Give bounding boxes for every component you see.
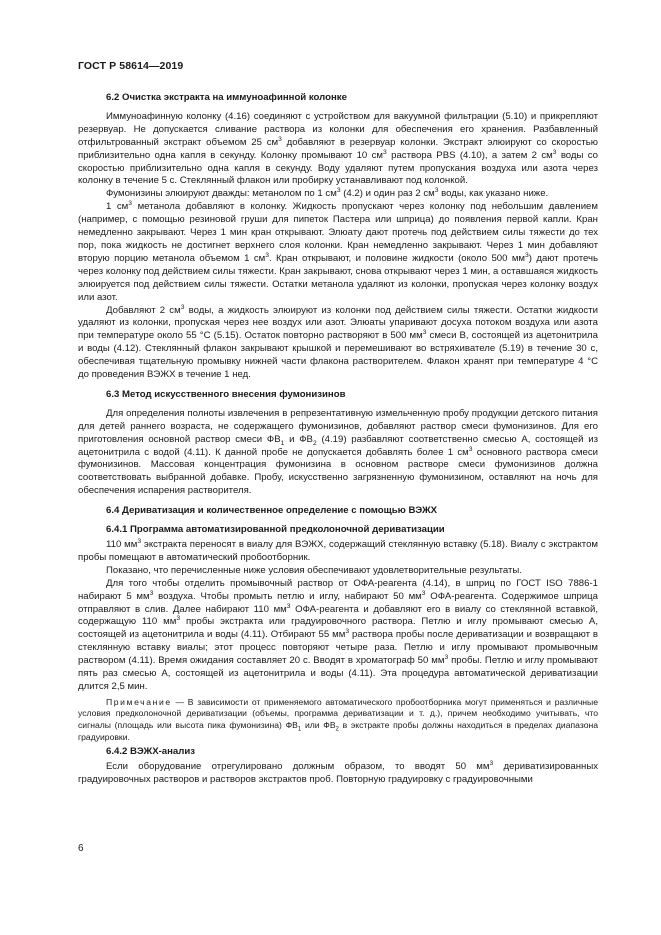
subscript: 1 xyxy=(297,726,302,733)
superscript: 3 xyxy=(180,303,185,311)
subsection-heading-6-4-2: 6.4.2 ВЭЖХ-анализ xyxy=(106,746,196,758)
superscript: 3 xyxy=(525,251,529,259)
superscript: 3 xyxy=(176,615,181,623)
note xyxy=(78,697,598,743)
superscript: 3 xyxy=(336,187,341,195)
section-heading-6-3: 6.3 Метод искусственного внесения фумонизинов xyxy=(106,388,346,400)
document-header: ГОСТ Р 58614—2019 xyxy=(78,60,184,72)
paragraph: Добавляют 2 $см^3$ воды, а жидкость элюируют из колонки под действием силы тяжести. Остатки жидкости удаляют из колонки, пропуская через нее воздух или азот. Элюаты упаривают досуха потоком воздуха или азота при температуре около 55 °С (5.15). Остаток повторно растворяют в 500 $мм^3$ смеси В, состоящей из ацетонитрила и воды (4.12). Стеклянный флакон закрывают крышкой и перемешивают во встряхивателе (5.19) в течение 30 с, обеспечивая тщательную промывку нижней части флакона растворителем. Флакон хранят при температуре 4 °С до проведения ВЭЖХ в течение 1 нед. xyxy=(78,303,598,381)
paragraph: Если оборудование отрегулировано должным образом, то вводят 50 $мм^3$ дериватизированных градуировочных растворов и растворов экстрактов проб. Повторную градуировку с градуировочными xyxy=(78,759,599,786)
superscript: 3 xyxy=(286,602,291,610)
superscript: 3 xyxy=(468,445,473,453)
superscript: 3 xyxy=(137,537,142,545)
superscript: 3 xyxy=(444,653,449,661)
subscript: 1 xyxy=(280,439,285,447)
superscript: 3 xyxy=(383,148,387,156)
section-heading-6-2: 6.2 Очистка экстракта на иммуноафинной колонке xyxy=(106,92,347,103)
superscript: 3 xyxy=(552,148,557,156)
paragraph: Для того чтобы отделить промывочный раствор от ОФА-реагента (4.14), в шприц по ГОСТ ISO 7886-1 набирают 5 $мм^3$ воздуха. Чтобы промыть петлю и иглу, набирают 50 $мм^3$ ОФА-реагента. Содержимое шприца отправляют в слив. Далее набирают 110 $мм^3$ ОФА-реагента и добавляют его в виалу со стеклянной вставкой, содержащую 110 $мм^3$ пробы экстракта или градуировочного раствора. Петлю и иглу промывают смесью А, состоящей из ацетонитрила и воды (4.11). Отбирают 55 $мм^3$ раствора пробы после дериватизации и возвращают в стеклянную вставку виалы; этот процесс повторяют четыре раза. Петлю и иглу промывают промывочным раствором (4.11). Время ожидания составляет 20 с. Вводят в хроматограф 50 $мм^3$ пробы. Петлю и иглу промывают пять раз смесью А, состоящей из ацетонитрила и воды (4.11). Эта процедура автоматической дериватизации длится 2,5 мин. xyxy=(78,577,599,692)
paragraph: 1 $см^3$ метанола добавляют в колонку. Жидкость пропускают через колонку под небольшим давлением (например, с помощью резиновой груши для пипеток Пастера или шприца) до появления первой капли. Кран немедленно закрывают. Через 1 мин кран открывают. Элюату дают протечь под действием силы тяжести до тех пор, пока жидкость не достигнет верхнего слоя колонки. Кран немедленно закрывают. Через 1 мин добавляют вторую порцию метанола объемом 1 $см^3$. Кран открывают, и половине жидкости (около 500 $мм^3$) дают протечь через колонку под действием силы тяжести. Кран закрывают, снова открывают через 1 мин, а оставшаяся жидкость элюируется под действием силы тяжести. Остатки метанола удаляют из колонки, пропуская через колонку воздух или азот. xyxy=(78,200,598,303)
subsection-heading-6-4-1: 6.4.1 Программа автоматизированной предколоночной дериватизации xyxy=(106,524,445,536)
subscript: 2 xyxy=(312,439,317,447)
superscript: 3 xyxy=(128,200,133,208)
paragraph: 110 $мм^3$ экстракта переносят в виалу для ВЭЖХ, содержащий стеклянную вставку (5.18). Виалу с экстрактом пробы помещают в автоматический пробоотборник. xyxy=(78,537,599,563)
document-body xyxy=(78,92,598,787)
paragraph: Фумонизины элюируют дважды: метанолом по 1 $см^3$ (4.2) и один раз 2 $см^3$ воды, как указано ниже. xyxy=(106,187,549,200)
superscript: 3 xyxy=(434,187,439,195)
paragraph: Иммуноафинную колонку (4.16) соединяют с устройством для вакуумной фильтрации (5.10) и прикрепляют резервуар. Не допускается сливание раствора из колонки для обеспечения его хранения. Разбавленный отфильтрованный экстракт объемом 25 $см^3$ добавляют в резервуар колонки. Экстракт элюируют со скоростью приблизительно одна капля в секунду. Колонку промывают 10 $см^3$ раствора PBS (4.10), а затем 2 $см^3$ воды со скоростью приблизительно одна капля в секунду. Воду удаляют путем пропускания воздуха или азота через колонку в течение 5 с. Стеклянный флакон или пробирку устанавливают под колонкой. xyxy=(78,110,599,187)
superscript: 3 xyxy=(421,589,426,597)
superscript: 3 xyxy=(489,759,494,767)
superscript: 3 xyxy=(345,628,350,636)
note-text: — В зависимости от применяемого автоматического пробоотборника могут применяться и различные условия предколоночной дериватизации (объемы, программа дериватизации и т. д.), причем необходимо учитывать, что сигналы (площадь или высота пика фумонизина) $ФВ_1$ или $ФВ_2$ в экстракте пробы должны находиться в пределах диапазона градуировки. xyxy=(78,696,598,742)
section-heading-6-4: 6.4 Дериватизация и количественное определение с помощью ВЭЖХ xyxy=(106,505,438,517)
paragraph: Для определения полноты извлечения в репрезентативную измельченную пробу продукции детского питания для детей раннего возраста, не содержащего фумонизинов, добавляют раствор смеси фумонизинов. Для его приготовления основной раствор смеси $ФВ_1$ и $ФВ_2$ (4.19) разбавляют соответственно смесью А, состоящей из ацетонитрила с водой (4.11). К данной пробе не допускается добавлять более 1 $см^3$ основного раствора смеси фумонизинов. Массовая концентрация фумонизина в основном растворе смеси фумонизинов должна соответствовать выбранной добавке. Пробу, искусственно загрязненную фумонизином, оставляют на ночь для обеспечения испарения растворителя. xyxy=(78,407,599,497)
note-label: Примечание xyxy=(106,696,172,707)
superscript: 3 xyxy=(149,589,154,597)
superscript: 3 xyxy=(278,135,282,143)
superscript: 3 xyxy=(422,329,427,337)
page-number: 6 xyxy=(78,843,84,854)
paragraph: Показано, что перечисленные ниже условия обеспечивают удовлетворительные результаты. xyxy=(106,564,522,576)
subscript: 2 xyxy=(335,726,339,733)
superscript: 3 xyxy=(265,251,269,259)
